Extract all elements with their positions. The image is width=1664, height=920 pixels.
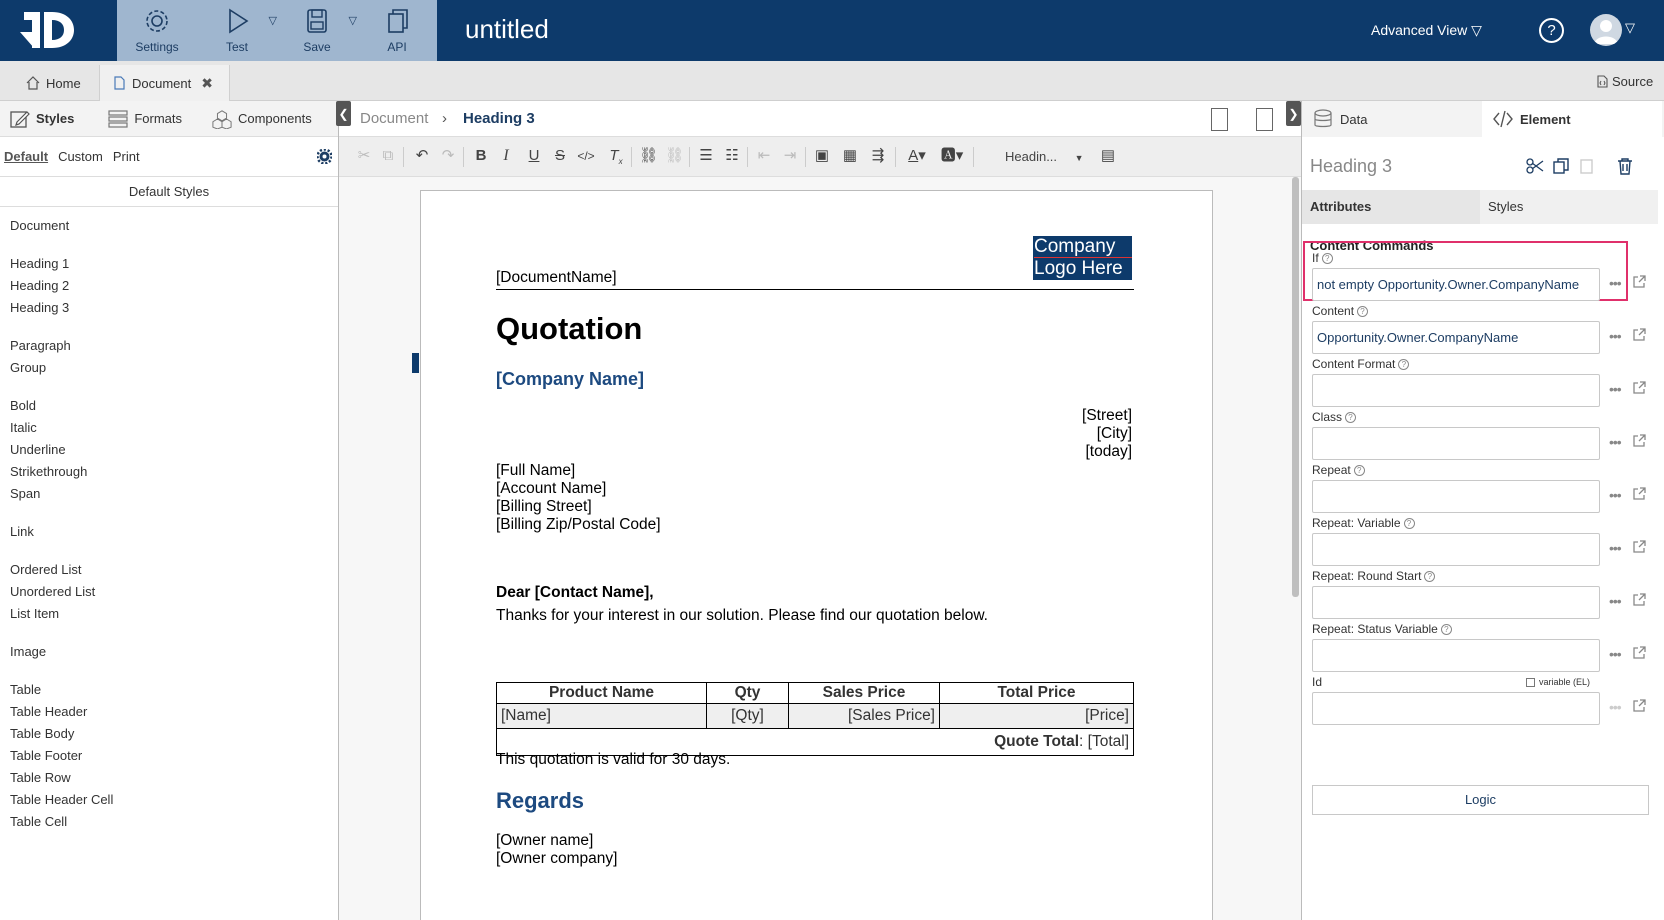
tab-data[interactable] [1302, 101, 1482, 137]
table-header-cell[interactable]: Sales Price [789, 683, 940, 704]
table-cell[interactable]: [Sales Price] [789, 704, 940, 729]
style-item[interactable]: Table Header Cell [10, 792, 114, 807]
chevron-down-icon: ▼ [1074, 153, 1084, 163]
style-item[interactable]: Image [10, 644, 47, 659]
help-icon[interactable]: ? [1404, 518, 1415, 529]
if-field [1312, 251, 1649, 292]
top-bar [0, 0, 1664, 61]
format-select-value: Headin... [1005, 149, 1058, 164]
toolbar-separator [403, 147, 404, 167]
style-item[interactable]: Underline [10, 442, 66, 457]
style-item[interactable]: Link [10, 524, 34, 539]
style-item[interactable]: Table [10, 682, 42, 697]
external-link-icon[interactable] [1632, 380, 1647, 395]
more-icon[interactable]: ••• [1609, 487, 1621, 503]
page-view-icon[interactable] [1256, 108, 1273, 131]
repeat-label [1312, 463, 1649, 477]
help-icon[interactable]: ? [1322, 253, 1333, 264]
floppy-icon [302, 6, 332, 36]
tab-element-label: Element [1520, 111, 1571, 127]
content-format-input[interactable] [1312, 374, 1600, 407]
field-label: Class [1312, 410, 1343, 424]
variable-checkbox-label: variable (EL) [1539, 677, 1591, 687]
breadcrumb-current[interactable]: Heading 3 [463, 110, 535, 127]
duplicate-icon[interactable] [1552, 157, 1570, 175]
table-header-cell[interactable]: Total Price [940, 683, 1134, 704]
selection-marker [412, 353, 419, 373]
owner-name[interactable]: [Owner name] [496, 832, 594, 849]
tab-home[interactable] [14, 65, 100, 101]
regards-heading[interactable]: Regards [496, 788, 585, 813]
strikethrough-icon[interactable]: S [554, 147, 565, 164]
owner-company[interactable]: [Owner company] [496, 850, 618, 867]
style-item[interactable]: Paragraph [10, 338, 71, 353]
trash-icon[interactable] [1616, 157, 1634, 175]
content-commands-heading: Content Commands [1310, 238, 1434, 253]
style-item[interactable]: Strikethrough [10, 464, 88, 479]
variable-checkbox[interactable] [1526, 677, 1590, 687]
image-icon[interactable]: ▣ [814, 147, 830, 164]
quote-total-value: : [Total] [1079, 733, 1129, 750]
settings-label: Settings [135, 40, 179, 54]
quote-table[interactable] [496, 682, 1134, 756]
default-styles-header: Default Styles [0, 177, 338, 207]
collapse-right-icon[interactable]: ❯ [1286, 101, 1301, 126]
tab-components-label: Components [237, 111, 312, 126]
external-link-icon[interactable] [1632, 274, 1647, 289]
indent-icon[interactable]: ⇥ [783, 147, 797, 164]
recipient-line[interactable]: [Billing Zip/Postal Code] [496, 516, 661, 533]
document-name[interactable]: [DocumentName] [496, 269, 617, 286]
table-cell[interactable]: [Price] [940, 704, 1134, 729]
checkbox[interactable] [1526, 678, 1535, 687]
save-dropdown-icon[interactable]: ▽ [348, 15, 357, 27]
paste-icon[interactable] [1578, 157, 1596, 175]
content-input[interactable]: Opportunity.Owner.CompanyName [1312, 321, 1600, 354]
external-link-icon[interactable] [1632, 592, 1647, 607]
style-item[interactable]: Italic [10, 420, 37, 435]
style-item[interactable]: Document [10, 218, 70, 233]
external-link-icon[interactable] [1632, 433, 1647, 448]
test-label: Test [225, 40, 248, 54]
repeat-round-start-input[interactable] [1312, 586, 1600, 619]
link-icon[interactable]: ⛓ [639, 147, 659, 164]
background-color-icon[interactable]: 🅰▾ [940, 147, 964, 164]
main-toolbar [117, 0, 437, 61]
id-input[interactable] [1312, 692, 1600, 725]
formats-icon [108, 109, 128, 129]
gear-icon[interactable] [317, 149, 332, 164]
save-button[interactable] [277, 0, 357, 61]
tab-styles-label: Styles [36, 111, 75, 126]
toolbar-separator [747, 147, 748, 167]
avatar[interactable] [1590, 14, 1622, 46]
content-format-field [1312, 357, 1649, 397]
save-label: Save [303, 40, 331, 54]
greeting[interactable]: Dear [Contact Name], [496, 584, 654, 601]
repeat-variable-label [1312, 516, 1649, 530]
header-divider [496, 289, 1134, 290]
page-settings-icon[interactable]: ▤ [1100, 147, 1116, 164]
document-icon [112, 76, 126, 90]
api-button[interactable] [357, 0, 437, 61]
logo-line-1: Company [1034, 236, 1132, 258]
repeat-round-start-field [1312, 569, 1649, 609]
validity-note[interactable]: This quotation is valid for 30 days. [496, 751, 731, 768]
canvas-scrollbar[interactable] [1292, 177, 1299, 597]
more-icon[interactable]: ••• [1609, 434, 1621, 450]
external-link-icon[interactable] [1632, 698, 1647, 713]
code-icon[interactable]: </> [577, 149, 595, 163]
field-label: Content Format [1312, 357, 1396, 371]
components-icon [212, 109, 232, 129]
tab-attributes[interactable]: Attributes [1302, 190, 1480, 224]
left-panel-tabs [0, 101, 338, 137]
repeat-variable-field [1312, 516, 1649, 556]
view-mode-label: Advanced View [1371, 22, 1468, 38]
id-label [1312, 675, 1649, 689]
chevron-down-icon: ▽ [1471, 22, 1482, 38]
settings-button[interactable] [117, 0, 197, 61]
toolbar-separator [463, 147, 464, 167]
font-color-icon[interactable]: A▾ [908, 147, 926, 164]
user-icon [1590, 14, 1622, 46]
table-header-cell[interactable]: Qty [707, 683, 789, 704]
style-item[interactable]: Heading 2 [10, 278, 70, 293]
properties-panel [1301, 101, 1664, 920]
help-icon[interactable]: ? [1441, 624, 1452, 635]
help-icon[interactable]: ? [1345, 412, 1356, 423]
style-item[interactable]: Table Cell [10, 814, 68, 829]
source-icon [1596, 75, 1609, 88]
external-link-icon[interactable] [1632, 539, 1647, 554]
more-icon[interactable]: ••• [1609, 275, 1621, 291]
repeat-status-variable-input[interactable] [1312, 639, 1600, 672]
tab-formats[interactable] [98, 109, 192, 129]
intro-paragraph[interactable]: Thanks for your interest in our solution. Please find our quotation below. [496, 607, 988, 624]
element-title: Heading 3 [1310, 156, 1393, 176]
unlink-icon[interactable]: ⛓ [665, 147, 685, 164]
style-item[interactable]: Table Footer [10, 748, 83, 763]
edit-icon [10, 109, 30, 129]
more-icon[interactable]: ••• [1609, 381, 1621, 397]
external-link-icon[interactable] [1632, 486, 1647, 501]
quotation-heading[interactable]: Quotation [496, 311, 643, 346]
cut-icon[interactable] [1526, 157, 1544, 175]
class-field [1312, 410, 1649, 450]
more-icon[interactable]: ••• [1609, 699, 1621, 715]
address-street[interactable]: [Street] [1082, 407, 1132, 424]
content-format-label [1312, 357, 1649, 371]
repeat-variable-input[interactable] [1312, 533, 1600, 566]
copy-icon[interactable]: ⧉ [382, 147, 394, 164]
style-set-default[interactable]: Default [4, 149, 49, 164]
tab-document[interactable] [100, 65, 230, 101]
style-set-print[interactable]: Print [112, 149, 140, 164]
toolbar-separator [973, 147, 974, 167]
view-mode-dropdown[interactable] [1371, 22, 1482, 39]
repeat-status-variable-label [1312, 622, 1649, 636]
document-canvas [339, 177, 1301, 920]
api-label: API [387, 40, 407, 54]
table-icon[interactable]: ▦ [842, 147, 858, 164]
toolbar-separator [805, 147, 806, 167]
field-label: Content [1312, 304, 1355, 318]
table-cell[interactable]: [Name] [497, 704, 707, 729]
style-item[interactable]: Bold [10, 398, 37, 413]
external-link-icon[interactable] [1632, 645, 1647, 660]
style-item[interactable]: Heading 3 [10, 300, 70, 315]
style-item[interactable]: Group [10, 360, 47, 375]
help-icon[interactable]: ? [1424, 571, 1435, 582]
style-item[interactable]: Span [10, 486, 41, 501]
logo-line-2: Logo Here [1034, 258, 1123, 279]
tab-data-label: Data [1340, 111, 1368, 127]
style-item[interactable]: Heading 1 [10, 256, 70, 271]
toolbar-separator [631, 147, 632, 167]
italic-icon[interactable]: I [503, 147, 509, 164]
logic-button[interactable]: Logic [1312, 785, 1649, 815]
test-button[interactable] [197, 0, 277, 61]
source-label: Source [1612, 74, 1654, 89]
table-cell[interactable]: [Qty] [707, 704, 789, 729]
tab-styles[interactable] [0, 109, 84, 129]
home-icon [26, 76, 40, 90]
address-date[interactable]: [today] [1085, 443, 1132, 460]
right-panel-tabs [1302, 101, 1664, 137]
gear-icon [142, 6, 172, 36]
styles-panel [0, 101, 339, 920]
help-icon[interactable]: ? [1354, 465, 1365, 476]
class-input[interactable] [1312, 427, 1600, 460]
breadcrumb [339, 101, 1301, 137]
table-header-cell[interactable]: Product Name [497, 683, 707, 704]
cut-icon[interactable]: ✂ [357, 147, 371, 164]
if-input[interactable]: not empty Opportunity.Owner.CompanyName [1312, 268, 1600, 301]
unordered-list-icon[interactable]: ☷ [725, 147, 739, 164]
field-label: Repeat: Variable [1312, 516, 1401, 530]
help-icon[interactable]: ? [1539, 18, 1564, 43]
style-item[interactable]: Ordered List [10, 562, 82, 577]
document-title[interactable]: untitled [465, 14, 549, 44]
field-label: Repeat [1312, 463, 1351, 477]
style-item[interactable]: Table Row [10, 770, 71, 785]
document-page[interactable] [420, 190, 1213, 920]
external-link-icon[interactable] [1632, 327, 1647, 342]
field-label: Repeat: Status Variable [1312, 622, 1438, 636]
editor-area [339, 101, 1301, 920]
company-name-heading[interactable]: [Company Name] [496, 369, 645, 389]
help-icon[interactable]: ? [1357, 306, 1368, 317]
avatar-chevron-icon[interactable]: ▽ [1625, 20, 1635, 35]
quote-total-label: Quote Total [994, 733, 1080, 750]
tab-formats-label: Formats [134, 111, 182, 126]
field-label: Repeat: Round Start [1312, 569, 1422, 583]
test-dropdown-icon[interactable]: ▽ [268, 15, 277, 27]
style-item[interactable]: Table Header [10, 704, 88, 719]
recipient-line[interactable]: [Full Name] [496, 462, 576, 479]
class-label [1312, 410, 1649, 424]
company-logo-placeholder[interactable] [1033, 236, 1132, 280]
recipient-line[interactable]: [Account Name] [496, 480, 607, 497]
tab-document-label: Document [132, 75, 192, 91]
chevron-right-icon: › [442, 110, 447, 127]
code-icon [1492, 108, 1514, 130]
play-icon [222, 6, 252, 36]
database-icon [1312, 108, 1334, 130]
field-label: Id [1312, 675, 1323, 689]
portrait-page-icon[interactable] [1211, 108, 1228, 131]
repeat-field [1312, 463, 1649, 503]
more-icon[interactable]: ••• [1609, 328, 1621, 344]
collapse-left-icon[interactable]: ❮ [336, 101, 351, 126]
more-icon[interactable]: ••• [1609, 646, 1621, 662]
copy-icon [382, 6, 412, 36]
app-logo[interactable] [18, 8, 78, 52]
toolbar-separator [895, 147, 896, 167]
toolbar-separator [689, 147, 690, 167]
repeat-input[interactable] [1312, 480, 1600, 513]
close-icon[interactable]: ✖ [201, 74, 213, 91]
redo-icon[interactable]: ↷ [441, 147, 455, 164]
insert-block-icon[interactable]: ⇶ [871, 147, 885, 164]
content-label [1312, 304, 1649, 318]
id-field [1312, 675, 1649, 715]
recipient-line[interactable]: [Billing Street] [496, 498, 592, 515]
editor-toolbar [339, 137, 1301, 177]
address-city[interactable]: [City] [1096, 425, 1132, 442]
content-field [1312, 304, 1649, 345]
more-icon[interactable]: ••• [1609, 540, 1621, 556]
table-row [497, 704, 1134, 729]
field-label: If [1312, 251, 1319, 265]
format-select[interactable] [1005, 149, 1084, 164]
undo-icon[interactable]: ↶ [415, 147, 429, 164]
source-button[interactable] [1596, 74, 1653, 89]
tab-home-label: Home [46, 75, 81, 91]
clear-format-icon[interactable]: $T_x$ [609, 147, 623, 166]
style-set-custom[interactable]: Custom [58, 149, 103, 164]
tab-element-styles[interactable]: Styles [1480, 190, 1658, 224]
style-item[interactable]: List Item [10, 606, 60, 621]
repeat-status-variable-field [1312, 622, 1649, 662]
bold-icon[interactable]: B [475, 147, 487, 164]
help-icon[interactable]: ? [1398, 359, 1409, 370]
breadcrumb-root[interactable]: Document [360, 110, 429, 127]
style-item[interactable]: Unordered List [10, 584, 96, 599]
tab-components[interactable] [202, 109, 322, 129]
element-subtabs [1302, 190, 1658, 224]
tab-bar [0, 61, 1664, 101]
repeat-round-start-label [1312, 569, 1649, 583]
table-header-row [497, 683, 1134, 704]
underline-icon[interactable]: U [528, 147, 540, 164]
style-item[interactable]: Table Body [10, 726, 75, 741]
style-set-tabs [0, 137, 338, 177]
tab-element[interactable] [1482, 101, 1662, 137]
outdent-icon[interactable]: ⇤ [757, 147, 771, 164]
more-icon[interactable]: ••• [1609, 593, 1621, 609]
ordered-list-icon[interactable]: ☰ [699, 147, 713, 164]
styles-list [0, 207, 338, 833]
